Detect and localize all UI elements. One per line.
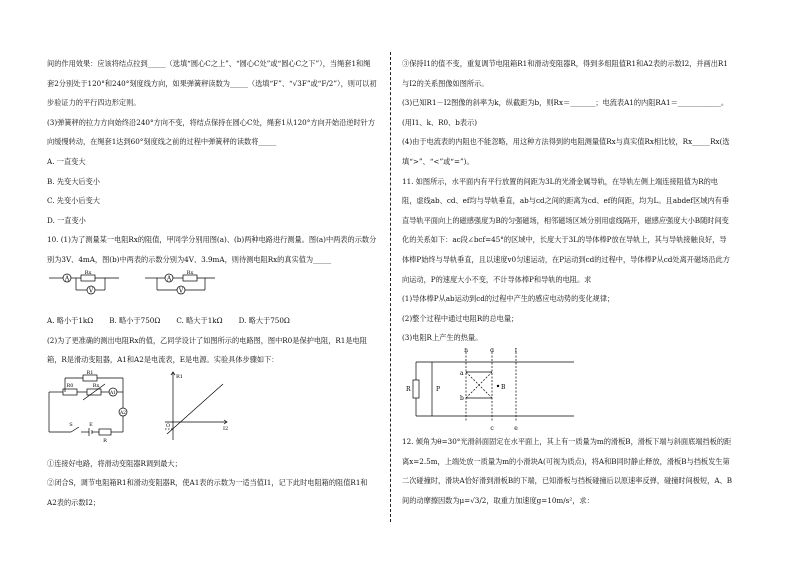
question-10-part-2: (2)为了更准确的测出电阻Rx的值，乙同学设计了如图所示的电路图，图中R0是保护电阻，R1是电阻箱，R是滑动变阻器，A1和A2是电流表，E是电源。实验具体步骤如下：	[47, 335, 367, 365]
q10-choices	[47, 311, 377, 331]
part-3: (3)已知R1－I2图像的斜率为k，纵截距为b，则Rx＝_______；电流表A1的内阻RA1＝____________。(用I1、k、R0、b表示)	[402, 98, 729, 127]
choice-b: B. 略小于750Ω	[109, 316, 161, 326]
ammeter-label-a: A	[64, 275, 70, 283]
column-divider	[390, 52, 391, 522]
figure-ab-circuits	[47, 270, 377, 312]
paragraph-1: 间的作用效果：应该将结点拉到_____（选填“圆心C之上”、“圆心C处”或“圆心C之下”），当绳套1和绳套2分别处于120°和240°刻度线方向，如果弹簧秤读数为_____（选填“F”、“√3F”或“F/2”），则可以初步验证力的平行四边形定则。	[47, 59, 377, 108]
choice-a: A. 略小于1kΩ	[47, 316, 94, 326]
graph-origin-label: O	[166, 422, 171, 429]
paragraph-2: (3)弹簧秤的拉力方向始终沿240°方向不变，将结点保持在圆心C处，绳套1从120°方向开始沿逆时针方向缓慢转动，在绳套1达到60°刻度线之前的过程中弹簧秤的读数将_____	[47, 117, 376, 147]
question-11: 11. 如图所示，水平面内有平行放置的间距为3L的光滑金属导轨，在导轨左侧上端连接阻值为R的电阻，虚线ab、cd、ef均与导轨垂直，ab与cd之间的距离为cd、ef的间距，均为L。且abdef区域内有垂直导轨平面向上的磁感强度为B的匀强磁场，相邻磁场区域分别用虚线隔开，磁感应强度大小B随时间变化的关系如下：ac段∠bcf=45°的区域中，长度大于3L的导体棒P放在导轨上，其与导轨接触良好，导体棒P始终与导轨垂直，且以速度v0匀速运动，在P运动到cd的过程中，导体棒P从cd处离开磁场沿此方向运动，P的速度大小不变，不计导体棒P和导轨的电阻。求	[402, 176, 730, 284]
question-12: 12. 倾角为θ=30°光滑斜面固定在水平面上，其上有一质量为m的滑板B，滑板下端与斜面底端挡板的距离x=2.5m，上端处放一质量为m的小滑块A(可视为质点)，将A和B同时静止释放，滑板B与挡板发生第二次碰撞时，滑块A恰好滑到滑板B的下端，已知滑板与挡板碰撞后以原速率反弹，碰撞时间极短，A、B间的动摩擦因数为μ=√3/2，取重力加速度g=10m/s²，求：	[402, 436, 733, 505]
ammeter-label-b: A	[166, 275, 172, 283]
label-rx: Rx	[92, 382, 100, 389]
graph-axis-x-label: I2	[223, 425, 229, 432]
q11-item-1: (1)导体棒P从ab运动到cd的过程中产生的感应电动势的变化规律；	[402, 294, 615, 304]
label-r-resistor: R	[406, 385, 411, 393]
label-s: S	[69, 421, 73, 428]
resistor-label-a: Rx	[84, 269, 92, 276]
choice-d: D. 略大于750Ω	[238, 316, 290, 326]
figure-rails-magnetic-field	[402, 348, 732, 432]
voltmeter-label-b: V	[178, 287, 184, 295]
label-b-field: B	[501, 383, 506, 391]
step-3: ③保持I1的值不变，重复调节电阻箱R1和滑动变阻器R，得到多组阻值R1和A2表的示数I2，并画出R1与I2的关系图像如图所示。	[402, 59, 728, 88]
q11-item-2: (2)整个过程中通过电阻R的总电量；	[402, 313, 519, 323]
question-10-intro: 10. (1)为了测量某一电阻Rx的阻值，甲同学分别用图(a)、(b)两种电路进行测量。图(a)中两表的示数分别为3V、4mA，图(b)中两表的示数分别为4V、3.9mA，则待测电阻Rx的真实值为_____	[47, 235, 377, 264]
label-d: d	[490, 347, 494, 354]
label-e: E	[89, 421, 93, 428]
voltmeter-label-a: V	[88, 287, 94, 295]
option-a: A. 一直变大	[47, 156, 86, 166]
part-4: (4)由于电流表的内阻也不能忽略，用这种方法得到的电阻测量值Rx与真实值Rx相比较，Rx_____Rx(选填“>”、“<”或“=”)。	[402, 137, 730, 166]
label-a1: A1	[109, 390, 117, 396]
label-f: f	[514, 347, 518, 354]
measurement-circuit	[49, 375, 127, 436]
label-b-point: b	[460, 394, 464, 402]
label-h: h	[464, 347, 468, 354]
choice-c: C. 略大于1kΩ	[176, 316, 223, 326]
option-b: B. 先变大后变小	[47, 176, 100, 186]
label-a-point: a	[460, 369, 464, 377]
label-r1-circuit: R1	[86, 369, 94, 376]
circuit-a	[49, 274, 119, 294]
option-c: C. 先变小后变大	[47, 196, 100, 206]
step-1: ①连接好电路，将滑动变阻器R调到最大；	[47, 458, 182, 468]
label-r: R	[103, 437, 107, 444]
label-p-rod: P	[436, 385, 441, 393]
q11-item-3: (3)电阻R上产生的热量。	[402, 333, 483, 343]
resistor-label-b: Rx	[186, 269, 194, 276]
label-c: c	[490, 424, 494, 432]
label-r0: R0	[66, 382, 74, 389]
right-column	[402, 54, 732, 510]
label-e-point: e	[514, 424, 518, 432]
graph-axis-y-label: R1	[176, 373, 183, 380]
option-d: D. 一直变小	[47, 215, 86, 225]
step-2: ②闭合S，调节电阻箱R1和滑动变阻器R，使A1表的示数为一适当值I1，记下此时电阻箱的阻值R1和A2表的示数I2；	[47, 478, 368, 507]
label-a2: A2	[119, 410, 127, 416]
left-column	[47, 54, 377, 512]
figure-circuit-and-graph	[47, 370, 377, 454]
r1-i2-graph	[165, 372, 227, 440]
magnetic-field-dot	[497, 385, 499, 387]
